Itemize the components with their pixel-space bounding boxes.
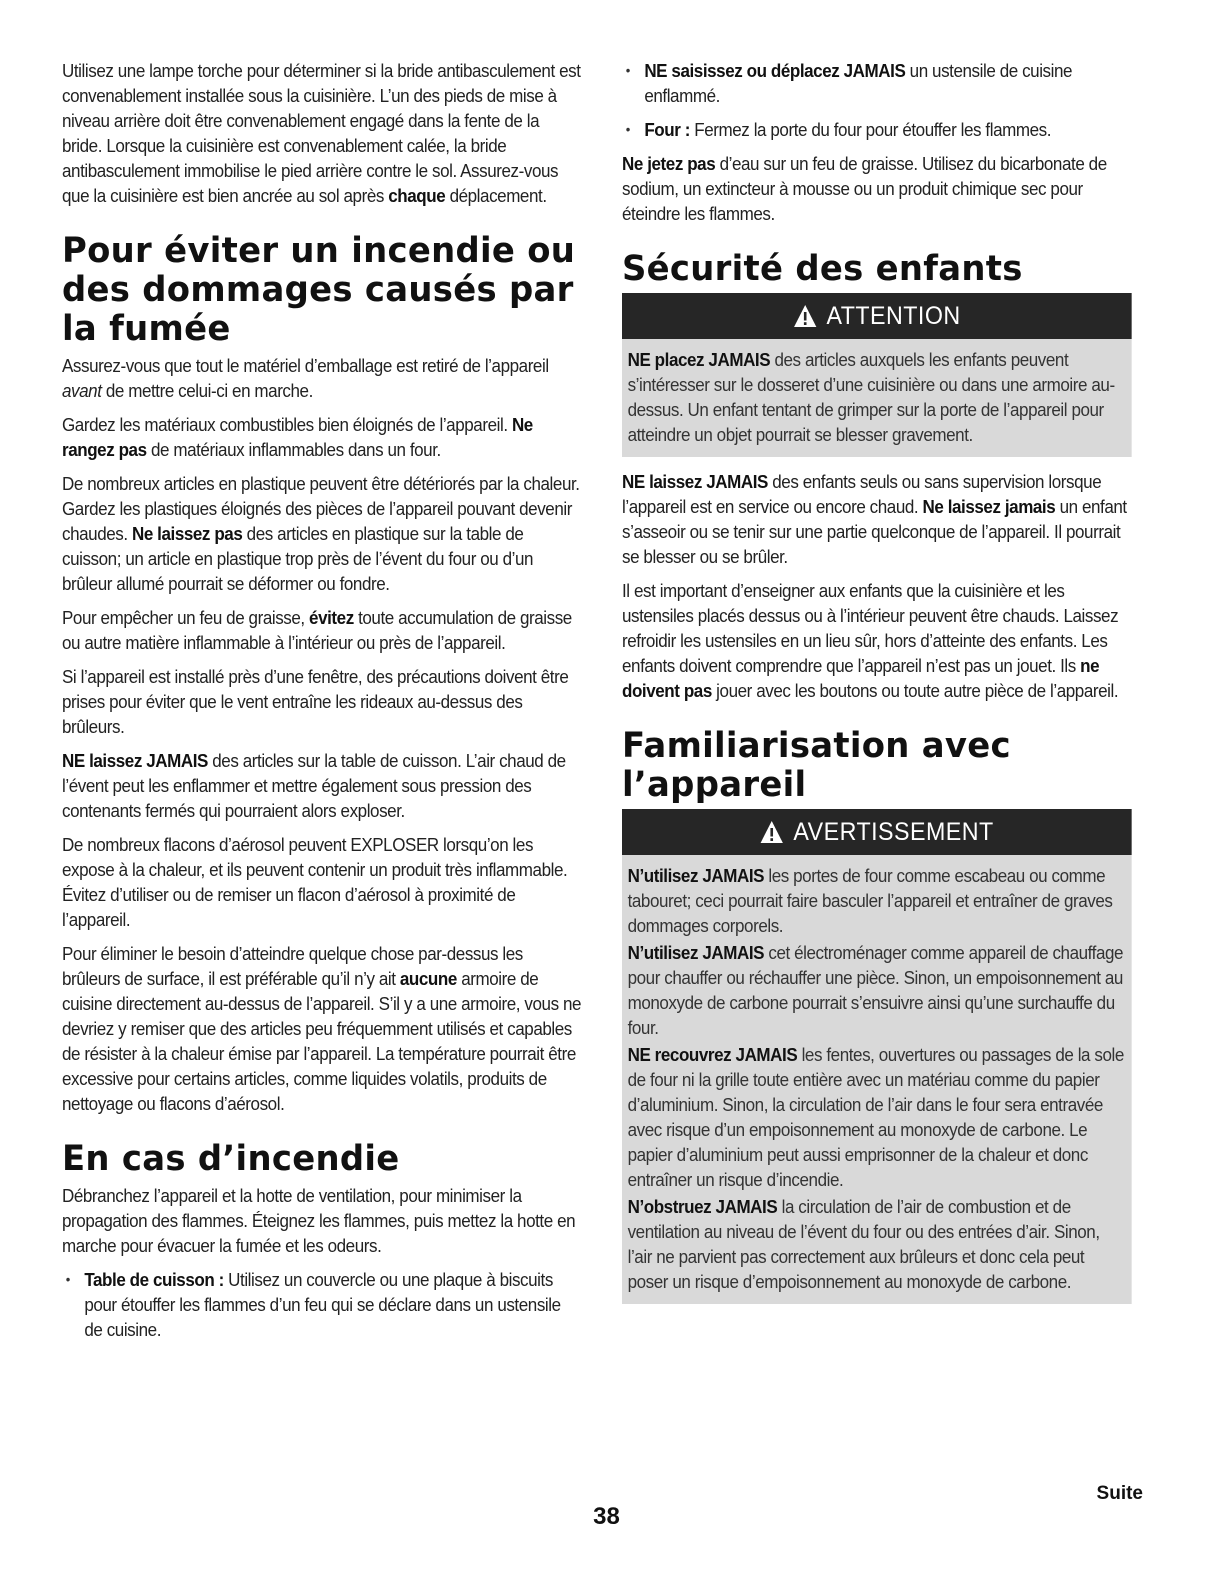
supervision-paragraph: NE laissez JAMAIS des enfants seuls ou sans supervision lorsque l’appareil est en service ou encore chaud. Ne laissez jamais un enfant s’asseoir ou se tenir sur une partie quelconque de l’appareil. Il pourrait se blesser ou se brûler. bbox=[622, 471, 1127, 567]
anti-tip-paragraph: Utilisez une lampe torche pour déterminer si la bride antibasculement est convenablement installée sous la cuisinière. L’un des pieds de mise à niveau arrière doit être convenablement engagé dans la fente de la bride. Lorsque la cuisinière est convenablement calée, la bride antibasculement immobilise le pied arrière contre le sol. Assurez-vous que la cuisinière est bien ancrée au sol après chaque déplacement. bbox=[62, 60, 581, 206]
in-case-of-fire-heading: En cas d’incendie bbox=[62, 1139, 400, 1179]
warning-banner bbox=[622, 809, 1132, 855]
warning-label: AVERTISSEMENT bbox=[793, 817, 994, 846]
child-safety-heading: Sécurité des enfants bbox=[622, 249, 1023, 289]
unplug-paragraph: Débranchez l’appareil et la hotte de ventilation, pour minimiser la propagation des flammes. Éteignez les flammes, puis mettez la hotte en marche pour évacuer la fumée et les odeurs. bbox=[62, 1185, 576, 1256]
fire-prevention-heading: Pour éviter un incendie ou des dommages causés par la fumée bbox=[62, 231, 576, 349]
space-heater-warning: N’utilisez JAMAIS cet électroménager comme appareil de chauffage pour chauffer ou réchauffer une pièce. Sinon, un empoisonnement au monoxyde de carbone pourrait s’ensuivre ainsi qu’une surchauffe du four. bbox=[627, 942, 1124, 1038]
oven-bullet: • Four : Fermez la porte du four pour étouffer les flammes. bbox=[622, 117, 1132, 142]
right-column bbox=[622, 58, 1132, 1316]
cooktop-bullet: • Table de cuisson : Utilisez un couvercle ou une plaque à biscuits pour étouffer les flammes d’un feu qui se déclare dans un ustensile de cuisine. bbox=[62, 1267, 583, 1342]
airflow-warning: N’obstruez JAMAIS la circulation de l’air de combustion et de ventilation au niveau de l’évent du four ou des entrées d’air. Sinon, l’air ne parvient pas correctement aux brûleurs et donc cela peut poser un risque d’empoisonnement au monoxyde de carbone. bbox=[627, 1196, 1100, 1292]
cabinet-paragraph: Pour éliminer le besoin d’atteindre quelque chose par-dessus les brûleurs de surface, il est préférable qu’il n’y ait aucune armoire de cuisine directement au-dessus de l’appareil. S’il y a une armoire, vous ne devriez y remiser que des articles peu fréquemment utilisés et capables de résister à la chaleur émise par l’appareil. La température pourrait être excessive pour certains articles, comme liquides volatils, produits de nettoyage ou flacons d’aérosol. bbox=[62, 943, 582, 1114]
continued-label: Suite bbox=[1096, 1483, 1143, 1504]
foil-warning: NE recouvrez JAMAIS les fentes, ouvertures ou passages de la sole de four ni la grille toute entière avec un matériau comme du papier d’aluminium. Sinon, la circulation de l’air dans le four sera entravée avec risque d’un empoisonnement au monoxyde de carbone. Le papier d’aluminium peut aussi emprisonner de la chaleur et donc entraîner un risque d’incendie. bbox=[627, 1044, 1124, 1190]
attention-box bbox=[622, 293, 1132, 457]
attention-banner bbox=[622, 293, 1132, 339]
warning-triangle-icon bbox=[760, 820, 784, 844]
aerosol-paragraph: De nombreux flacons d’aérosol peuvent EXPLOSER lorsqu’on les expose à la chaleur, et ils peuvent contenir un produit très inflammable. Évitez d’utiliser ou de remiser un flacon d’aérosol à proximité de l’appareil. bbox=[62, 834, 568, 930]
attention-text: NE placez JAMAIS des articles auxquels les enfants peuvent s’intéresser sur le dosseret d’une cuisinière ou dans une armoire au-dessus. Un enfant tentant de grimper sur la porte de l’appareil pour atteindre un objet pourrait se blesser gravement. bbox=[627, 349, 1115, 445]
warning-triangle-icon bbox=[793, 304, 817, 328]
grease-buildup-paragraph: Pour empêcher un feu de graisse, évitez toute accumulation de graisse ou autre matière inflammable à l’intérieur ou près de l’appareil. bbox=[62, 607, 572, 653]
attention-label: ATTENTION bbox=[826, 301, 961, 330]
packaging-paragraph: Assurez-vous que tout le matériel d’emballage est retiré de l’appareil avant de mettre celui-ci en marche. bbox=[62, 355, 549, 401]
grease-fire-paragraph: Ne jetez pas d’eau sur un feu de graisse. Utilisez du bicarbonate de sodium, un extincteur à mousse ou un produit chimique sec pour éteindre les flammes. bbox=[622, 153, 1107, 224]
window-paragraph: Si l’appareil est installé près d’une fenêtre, des précautions doivent être prises pour éviter que le vent entraîne les rideaux au-dessus des brûleurs. bbox=[62, 666, 569, 737]
left-column bbox=[62, 58, 583, 1351]
warning-box bbox=[622, 809, 1132, 1304]
page-number: 38 bbox=[593, 1503, 620, 1530]
plastics-paragraph: De nombreux articles en plastique peuvent être détériorés par la chaleur. Gardez les plastiques éloignés des pièces de l’appareil pouvant devenir chaudes. Ne laissez pas des articles en plastique sur la table de cuisson; un article en plastique trop près de l’évent du four ou d’un brûleur allumé pourrait se déformer ou fondre. bbox=[62, 473, 580, 594]
burning-utensil-bullet: • NE saisissez ou déplacez JAMAIS un ustensile de cuisine enflammé. bbox=[622, 58, 1132, 108]
fire-bullets-left bbox=[62, 1267, 583, 1342]
fire-bullets-right bbox=[622, 58, 1132, 142]
cooktop-items-paragraph: NE laissez JAMAIS des articles sur la table de cuisson. L’air chaud de l’évent peut les enflammer et mettre également sous pression des contenants fermés qui pourraient alors exploser. bbox=[62, 750, 566, 821]
combustibles-paragraph: Gardez les matériaux combustibles bien éloignés de l’appareil. Ne rangez pas de matériaux inflammables dans un four. bbox=[62, 414, 533, 460]
oven-door-warning: N’utilisez JAMAIS les portes de four comme escabeau ou comme tabouret; ceci pourrait faire basculer l’appareil et entraîner de graves dommages corporels. bbox=[627, 865, 1113, 936]
familiarization-heading: Familiarisation avec l’appareil bbox=[622, 726, 1011, 805]
teach-children-paragraph: Il est important d’enseigner aux enfants que la cuisinière et les ustensiles placés dessus ou à l’intérieur peuvent être chauds. Laissez refroidir les ustensiles en un lieu sûr, hors d’atteinte des enfants. Les enfants doivent comprendre que l’appareil n’est pas un jouet. Ils ne doivent pas jouer avec les boutons ou toute autre pièce de l’appareil. bbox=[622, 580, 1119, 701]
